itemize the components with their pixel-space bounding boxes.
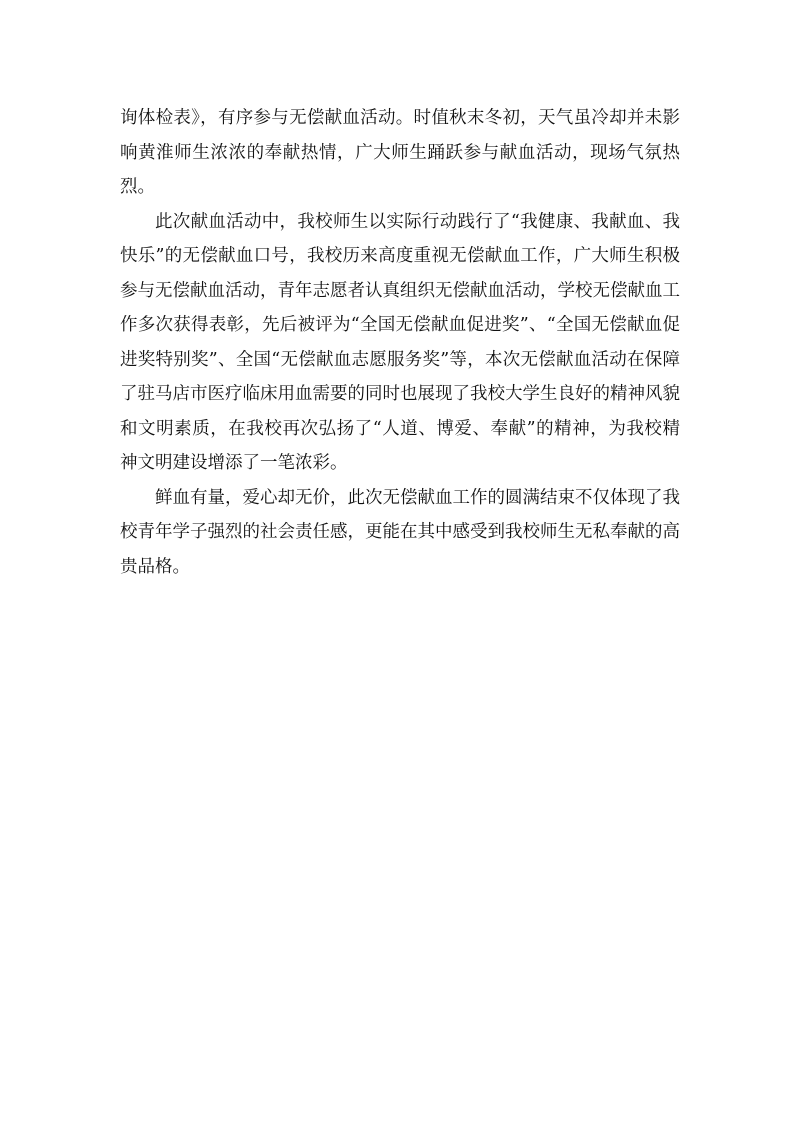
paragraph-activity-significance: 此次献血活动中，我校师生以实际行动践行了“我健康、我献血、我快乐”的无偿献血口号，我校历来高度重视无偿献血工作，广大师生积极参与无偿献血活动，青年志愿者认真组织无偿献血活动，学校无偿献血工作多次获得表彰，先后被评为“全国无偿献血促进奖”、“全国无偿献血促进奖特别奖”、全国“无偿献血志愿服务奖”等，本次无偿献血活动在保障了驻马店市医疗临床用血需要的同时也展现了我校大学生良好的精神风貌和文明素质，在我校再次弘扬了“人道、博爱、奉献”的精神，为我校精神文明建设增添了一笔浓彩。 bbox=[120, 211, 680, 473]
document-body bbox=[120, 101, 680, 584]
paragraph-continuation: 询体检表》，有序参与无偿献血活动。时值秋末冬初，天气虽冷却并未影响黄淮师生浓浓的奉献热情，广大师生踊跃参与献血活动，现场气氛热烈。 bbox=[120, 108, 680, 197]
paragraph-conclusion: 鲜血有量，爱心却无价，此次无偿献血工作的圆满结束不仅体现了我校青年学子强烈的社会责任感，更能在其中感受到我校师生无私奉献的高贵品格。 bbox=[120, 487, 680, 577]
